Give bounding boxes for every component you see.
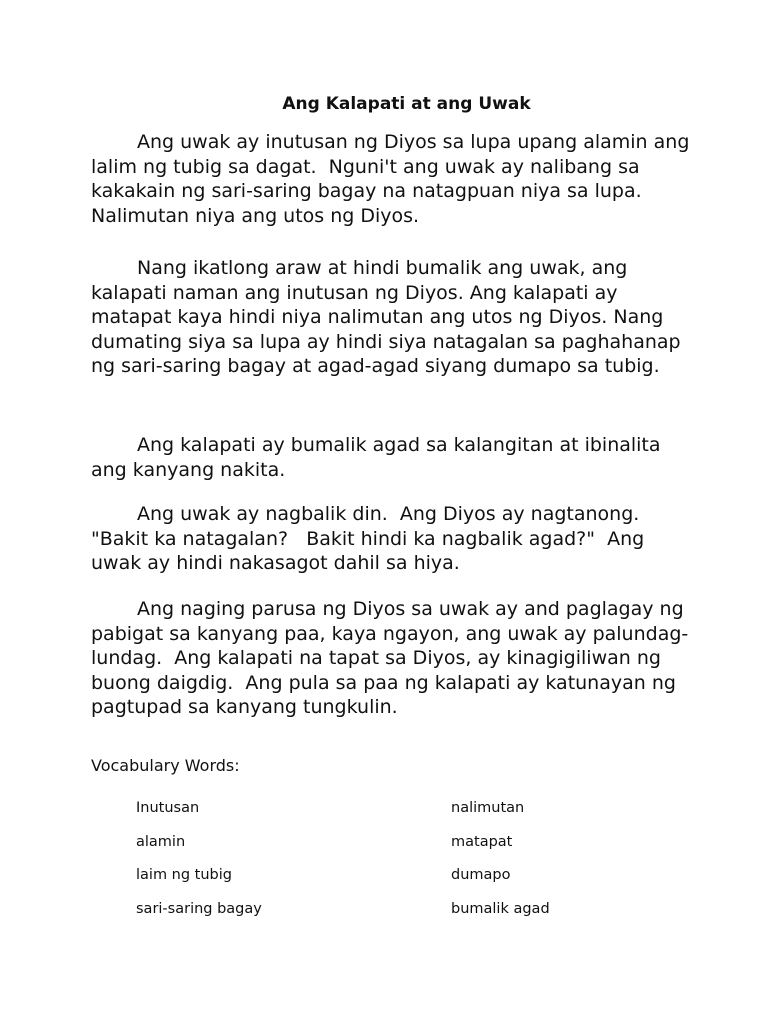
vocabulary-word: laim ng tubig xyxy=(136,867,232,883)
vocabulary-word: nalimutan xyxy=(451,800,525,816)
story-paragraph-5: Ang naging parusa ng Diyos sa uwak ay and paglagay ng pabigat sa kanyang paa, kaya ngayon, ang uwak ay palundag-lundag. Ang kalapati na tapat sa Diyos, ay kinagigiliwan ng buong daigdig. Ang pula sa paa ng kalapati ay katunayan ng pagtupad sa kanyang tungkulin. xyxy=(91,598,690,719)
vocabulary-word: bumalik agad xyxy=(451,901,550,917)
vocabulary-word: matapat xyxy=(451,834,513,850)
story-paragraph-3: Ang kalapati ay bumalik agad sa kalangitan at ibinalita ang kanyang nakita. xyxy=(91,434,667,481)
story-paragraph-2: Nang ikatlong araw at hindi bumalik ang uwak, ang kalapati naman ang inutusan ng Diyos. Ang kalapati ay matapat kaya hindi niya nalimutan ang utos ng Diyos. Nang dumating siya sa lupa ay hindi siya natagalan sa paghahanap ng sari-saring bagay at agad-agad siyang dumapo sa tubig. xyxy=(91,257,687,378)
vocabulary-word: sari-saring bagay xyxy=(136,901,262,917)
story-title: Ang Kalapati at ang Uwak xyxy=(282,94,531,114)
story-paragraph-1: Ang uwak ay inutusan ng Diyos sa lupa upang alamin ang lalim ng tubig sa dagat. Nguni't ang uwak ay nalibang sa kakakain ng sari-saring bagay na natagpuan niya sa lupa. Nalimutan niya ang utos ng Diyos. xyxy=(91,131,696,227)
vocabulary-heading: Vocabulary Words: xyxy=(91,756,240,775)
vocabulary-word: alamin xyxy=(136,834,186,850)
vocabulary-word: Inutusan xyxy=(136,800,200,816)
story-paragraph-4: Ang uwak ay nagbalik din. Ang Diyos ay nagtanong. "Bakit ka natagalan? Bakit hindi ka nagbalik agad?" Ang uwak ay hindi nakasagot dahil sa hiya. xyxy=(91,503,651,575)
vocabulary-word: dumapo xyxy=(451,867,511,883)
